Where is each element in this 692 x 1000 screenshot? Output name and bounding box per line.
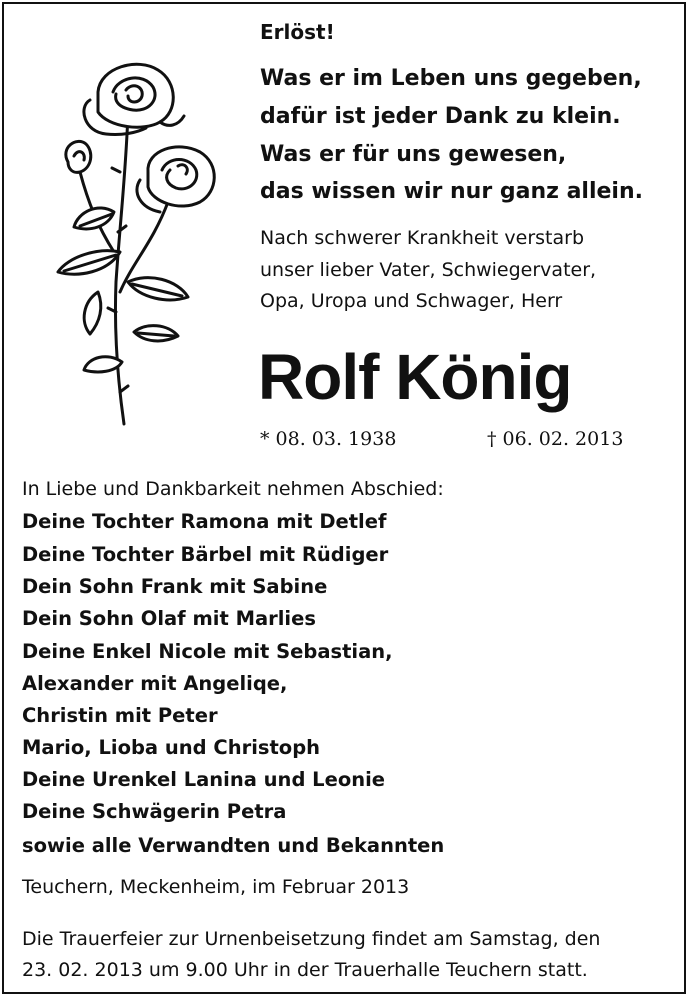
family-line: Deine Tochter Bärbel mit Rüdiger xyxy=(22,543,389,566)
family-line: Deine Tochter Ramona mit Detlef xyxy=(22,510,387,533)
family-line: Deine Enkel Nicole mit Sebastian, xyxy=(22,640,393,663)
ceremony-notice-line: 23. 02. 2013 um 9.00 Uhr in der Trauerhalle Teuchern statt. xyxy=(22,959,588,981)
death-date: † 06. 02. 2013 xyxy=(487,428,624,450)
family-line: Deine Urenkel Lanina und Leonie xyxy=(22,768,386,791)
family-line: Dein Sohn Olaf mit Marlies xyxy=(22,607,316,630)
rose-illustration xyxy=(28,52,228,432)
birth-date: * 08. 03. 1938 xyxy=(260,428,397,450)
family-line: sowie alle Verwandten und Bekannten xyxy=(22,834,445,857)
poem-line: dafür ist jeder Dank zu klein. xyxy=(260,104,621,129)
family-line: Christin mit Peter xyxy=(22,704,218,727)
poem-line: Was er im Leben uns gegeben, xyxy=(260,66,642,91)
farewell-label: In Liebe und Dankbarkeit nehmen Abschied: xyxy=(22,478,444,500)
intro-text: Erlöst! xyxy=(260,20,335,44)
deceased-name: Rolf König xyxy=(258,341,572,413)
family-line: Dein Sohn Frank mit Sabine xyxy=(22,575,328,598)
poem-line: Was er für uns gewesen, xyxy=(260,142,567,167)
poem-line: das wissen wir nur ganz allein. xyxy=(260,179,643,204)
announcement-line: Opa, Uropa und Schwager, Herr xyxy=(260,290,563,312)
announcement-line: unser lieber Vater, Schwiegervater, xyxy=(260,259,597,281)
ceremony-notice-line: Die Trauerfeier zur Urnenbeisetzung findet am Samstag, den xyxy=(22,928,601,950)
family-line: Deine Schwägerin Petra xyxy=(22,800,287,823)
announcement-line: Nach schwerer Krankheit verstarb xyxy=(260,227,585,249)
place-date: Teuchern, Meckenheim, im Februar 2013 xyxy=(22,876,410,898)
family-line: Alexander mit Angeliqe, xyxy=(22,672,288,695)
family-line: Mario, Lioba und Christoph xyxy=(22,736,321,759)
